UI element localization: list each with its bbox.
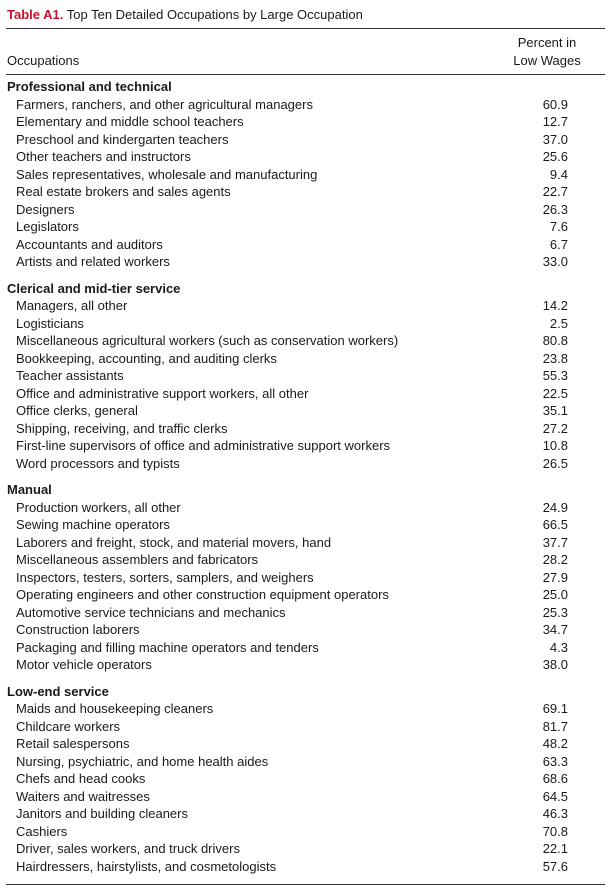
table-row [0,367,611,385]
occupation-name: Construction laborers [16,622,140,637]
table-row [0,604,611,622]
table-row [0,131,611,149]
section-spacer [0,674,611,683]
percent-low-wages-value: 55.3 [542,368,568,383]
percent-low-wages-value: 37.0 [542,131,568,147]
bottom-rule [6,884,605,885]
table-row [0,735,611,753]
occupation-name: Maids and housekeeping cleaners [16,701,214,716]
occupation-name: Production workers, all other [16,499,181,515]
table-row [0,551,611,569]
occupation-name: Shipping, receiving, and traffic clerks [16,420,228,436]
percent-low-wages-value: 46.3 [542,806,568,821]
percent-low-wages-value: 69.1 [542,701,568,716]
table-row [0,753,611,771]
percent-low-wages-value: 26.5 [542,455,568,471]
occupation-name: Office clerks, general [16,403,138,418]
table-row [0,455,611,473]
occupation-name: Automotive service technicians and mechanics [16,604,286,620]
column-header-percent [502,34,592,70]
percent-low-wages-value: 22.1 [542,841,568,856]
percent-low-wages-value: 63.3 [542,753,568,769]
percent-low-wages-value: 34.7 [542,622,568,637]
percent-low-wages-value: 80.8 [542,333,568,348]
section-heading: Low-end service [7,683,109,699]
table-row [0,534,611,552]
table-row [0,516,611,534]
table-row [0,718,611,736]
percent-low-wages-value: 2.5 [549,315,568,331]
occupation-name: Teacher assistants [16,368,124,383]
occupation-name: Word processors and typists [16,455,180,471]
header-rule [6,74,605,75]
table-title [7,7,363,23]
percent-low-wages-value: 64.5 [542,788,568,804]
table-row [0,236,611,254]
occupation-name: Real estate brokers and sales agents [16,184,231,199]
percent-low-wages-value: 57.6 [542,858,568,874]
percent-low-wages-value: 35.1 [542,403,568,418]
column-header-percent-line2: Low Wages [513,53,581,68]
occupation-name: Operating engineers and other construction equipment operators [16,587,389,602]
table-row [0,805,611,823]
percent-low-wages-value: 4.3 [549,639,568,655]
percent-low-wages-value: 38.0 [542,657,568,672]
percent-low-wages-value: 22.7 [542,184,568,199]
percent-low-wages-value: 27.2 [542,420,568,436]
table-row [0,770,611,788]
table-row [0,700,611,718]
table-row [0,166,611,184]
percent-low-wages-value: 33.0 [542,254,568,269]
occupation-name: Laborers and freight, stock, and material movers, hand [16,534,332,550]
occupation-name: Chefs and head cooks [16,771,146,786]
top-rule [6,28,605,29]
occupation-name: Packaging and filling machine operators and tenders [16,639,319,655]
section-heading: Professional and technical [7,79,172,94]
occupation-name: Accountants and auditors [16,236,163,252]
percent-low-wages-value: 23.8 [542,350,568,366]
occupation-name: Farmers, ranchers, and other agricultural managers [16,96,313,112]
percent-low-wages-value: 70.8 [542,823,568,839]
occupation-name: Motor vehicle operators [16,657,152,672]
percent-low-wages-value: 81.7 [542,718,568,734]
column-header-occupations: Occupations [7,53,80,68]
table-row [0,858,611,876]
occupation-name: Hairdressers, hairstylists, and cosmetologists [16,858,277,874]
occupation-name: Waiters and waitresses [16,788,150,804]
percent-low-wages-value: 6.7 [549,236,568,252]
occupation-name: Elementary and middle school teachers [16,114,244,129]
table-row [0,148,611,166]
table-row [0,437,611,455]
table-row [0,350,611,368]
occupation-name: Miscellaneous assemblers and fabricators [16,552,259,567]
percent-low-wages-value: 9.4 [549,166,568,182]
table-row [0,499,611,517]
occupation-name: Sales representatives, wholesale and manufacturing [16,166,318,182]
section-heading: Manual [7,482,52,497]
section-spacer [0,271,611,280]
percent-low-wages-value: 24.9 [542,499,568,515]
table-row [0,253,611,271]
occupation-name: Managers, all other [16,298,128,313]
occupation-name: Retail salespersons [16,736,130,751]
table-label: Table A1. [7,7,64,22]
table-row [0,332,611,350]
table-row [0,218,611,236]
percent-low-wages-value: 25.0 [542,587,568,602]
percent-low-wages-value: 25.6 [542,149,568,164]
percent-low-wages-value: 28.2 [542,552,568,567]
occupation-name: Designers [16,201,75,217]
column-header-percent-line1: Percent in [517,35,577,50]
percent-low-wages-value: 26.3 [542,201,568,217]
occupation-name: Sewing machine operators [16,517,170,532]
table-row [0,113,611,131]
section-spacer [0,472,611,481]
occupation-name: First-line supervisors of office and administrative support workers [16,438,391,453]
percent-low-wages-value: 7.6 [549,219,568,234]
table-row [0,420,611,438]
section-heading: Clerical and mid-tier service [7,280,181,296]
occupation-name: Bookkeeping, accounting, and auditing clerks [16,350,277,366]
percent-low-wages-value: 48.2 [542,736,568,751]
occupation-name: Preschool and kindergarten teachers [16,131,229,147]
percent-low-wages-value: 25.3 [542,604,568,620]
occupation-name: Logisticians [16,315,84,331]
table-title-text: Top Ten Detailed Occupations by Large Occupation [66,7,363,22]
occupation-name: Artists and related workers [16,254,170,269]
table-row [0,639,611,657]
table-row [0,402,611,420]
table-row [0,621,611,639]
percent-low-wages-value: 12.7 [542,114,568,129]
percent-low-wages-value: 66.5 [542,517,568,532]
table-row [0,183,611,201]
table-row [0,385,611,403]
table-row [0,840,611,858]
occupation-name: Cashiers [16,823,68,839]
table-row [0,586,611,604]
occupation-name: Office and administrative support workers, all other [16,385,309,401]
percent-low-wages-value: 27.9 [542,569,568,585]
table-row [0,96,611,114]
occupation-name: Janitors and building cleaners [16,806,188,821]
occupation-name: Other teachers and instructors [16,149,191,164]
occupation-name: Legislators [16,219,79,234]
occupation-name: Nursing, psychiatric, and home health aides [16,753,269,769]
percent-low-wages-value: 10.8 [542,438,568,453]
percent-low-wages-value: 22.5 [542,385,568,401]
table-row [0,788,611,806]
occupation-name: Inspectors, testers, sorters, samplers, and weighers [16,569,314,585]
occupation-name: Driver, sales workers, and truck drivers [16,841,240,856]
percent-low-wages-value: 68.6 [542,771,568,786]
table-row [0,569,611,587]
table-row [0,823,611,841]
table-row [0,201,611,219]
percent-low-wages-value: 37.7 [542,534,568,550]
occupation-name: Miscellaneous agricultural workers (such as conservation workers) [16,333,399,348]
table-row [0,315,611,333]
table-row [0,297,611,315]
occupation-name: Childcare workers [16,718,121,734]
percent-low-wages-value: 60.9 [542,96,568,112]
table-row [0,656,611,674]
table-body [0,78,611,875]
percent-low-wages-value: 14.2 [542,298,568,313]
